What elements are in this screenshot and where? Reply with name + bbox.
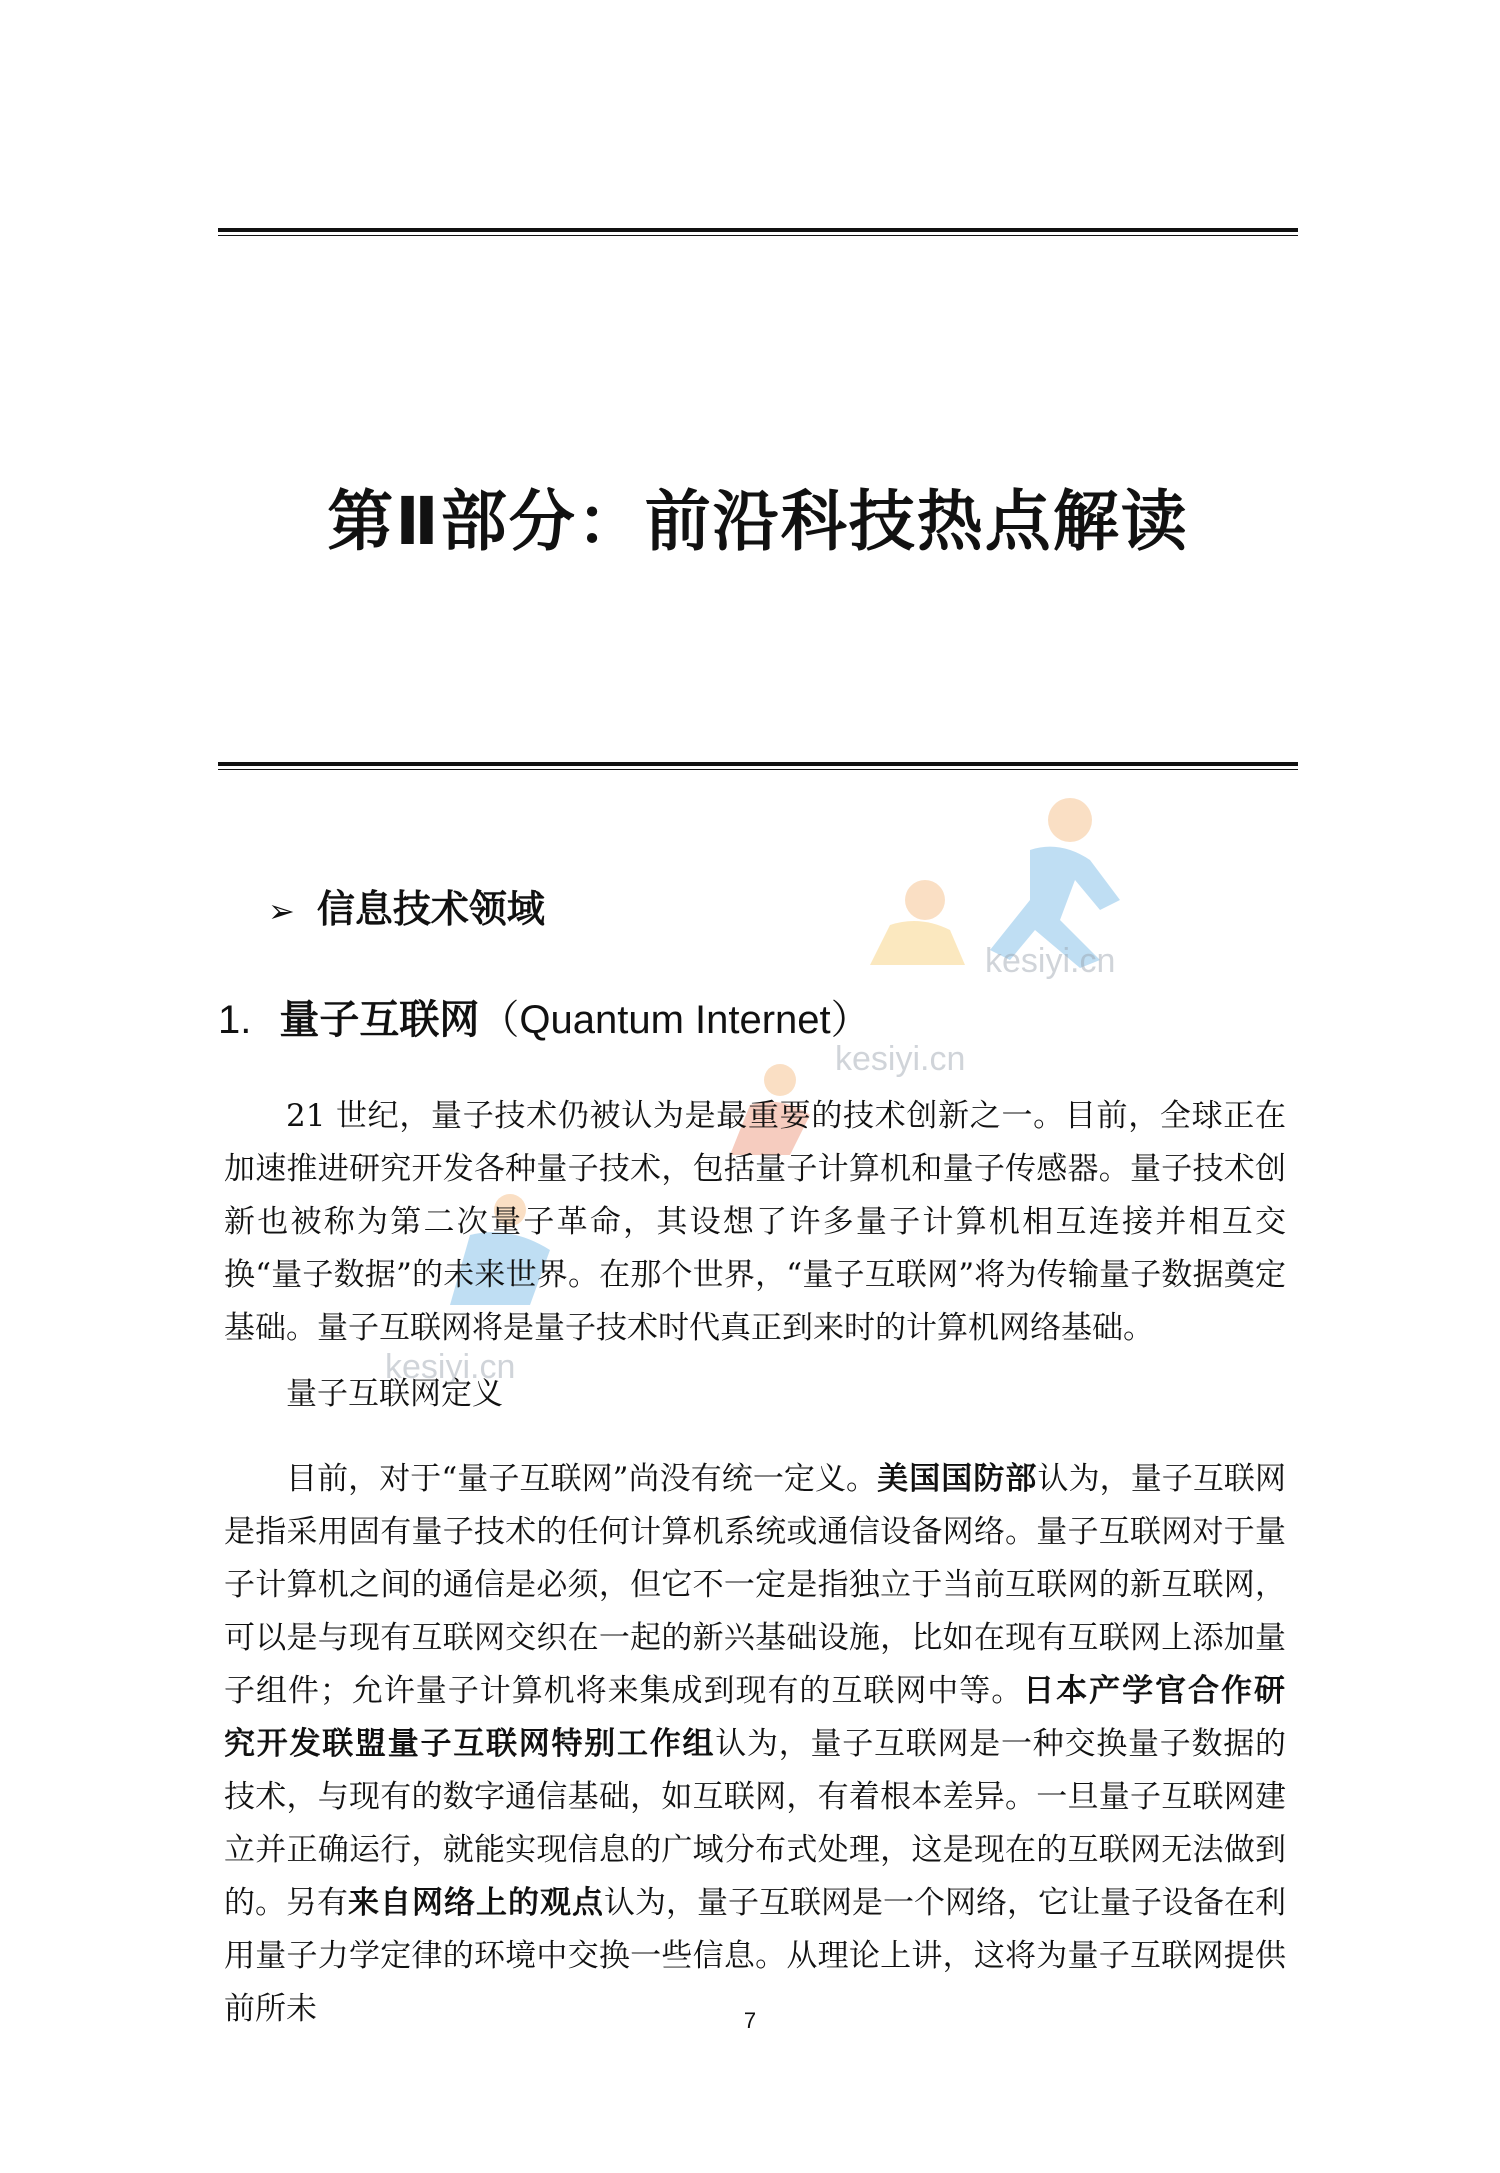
emphasis-text: 美国国防部	[877, 1461, 1038, 1497]
article-title-cn: 量子互联网	[279, 997, 480, 1043]
top-double-rule	[218, 228, 1298, 236]
page-number: 7	[743, 2008, 757, 2033]
paragraph-intro: 21 世纪，量子技术仍被认为是最重要的技术创新之一。目前，全球正在加速推进研究开发各种量子技术，包括量子计算机和量子传感器。量子技术创新也被称为第二次量子革命，其设想了许多量子计算机相互连接并相互交换“量子数据”的未来世界。在那个世界，“量子互联网”将为传输量子数据奠定基础。量子互联网将是量子技术时代真正到来时的计算机网络基础。	[224, 1098, 1286, 1346]
bottom-double-rule	[218, 762, 1298, 770]
paragraph-text: 认为，量子互联网是一种交换量子数据的技术，与现有的数字通信基础，如互联网，有着根本差异。一旦量子互联网建立并正确运行，就能实现信息的广域分布式处理，这是现在的互联网无法做到的。另有	[224, 1726, 1286, 1921]
paragraph-text: 认为，量子互联网是一个网络，它让量子设备在利用量子力学定律的环境中交换一些信息。从理论上讲，这将为量子互联网提供前所未	[224, 1885, 1286, 2027]
paragraph-text: 认为，量子互联网是指采用固有量子技术的任何计算机系统或通信设备网络。量子互联网对于量子计算机之间的通信是必须，但它不一定是指独立于当前互联网的新互联网，可以是与现有互联网交织在一起的新兴基础设施，比如在现有互联网上添加量子组件；允许量子计算机将来集成到现有的互联网中等。	[224, 1461, 1287, 1709]
part-title: 第Ⅱ部分：前沿科技热点解读	[327, 483, 1189, 560]
emphasis-text: 来自网络上的观点	[348, 1885, 604, 1921]
article-title-en: （Quantum Internet）	[479, 998, 871, 1042]
paragraph-text: 目前，对于“量子互联网”尚没有统一定义。	[286, 1461, 878, 1497]
watermark-text: kesiyi.cn	[835, 1040, 966, 1078]
watermark-text: kesiyi.cn	[385, 1348, 516, 1386]
article-heading	[218, 988, 871, 1045]
section-heading	[268, 878, 545, 933]
article-number: 1.	[218, 998, 252, 1042]
arrow-bullet-icon: ➢	[268, 892, 295, 930]
section-title: 信息技术领域	[316, 887, 545, 931]
emphasis-text: 日本产学官合作研究开发联盟量子互联网特别工作组	[224, 1673, 1286, 1762]
subheading-definition: 量子互联网定义	[286, 1376, 503, 1412]
watermark-text: kesiyi.cn	[985, 942, 1116, 980]
paragraph-definition	[224, 1453, 1286, 2036]
